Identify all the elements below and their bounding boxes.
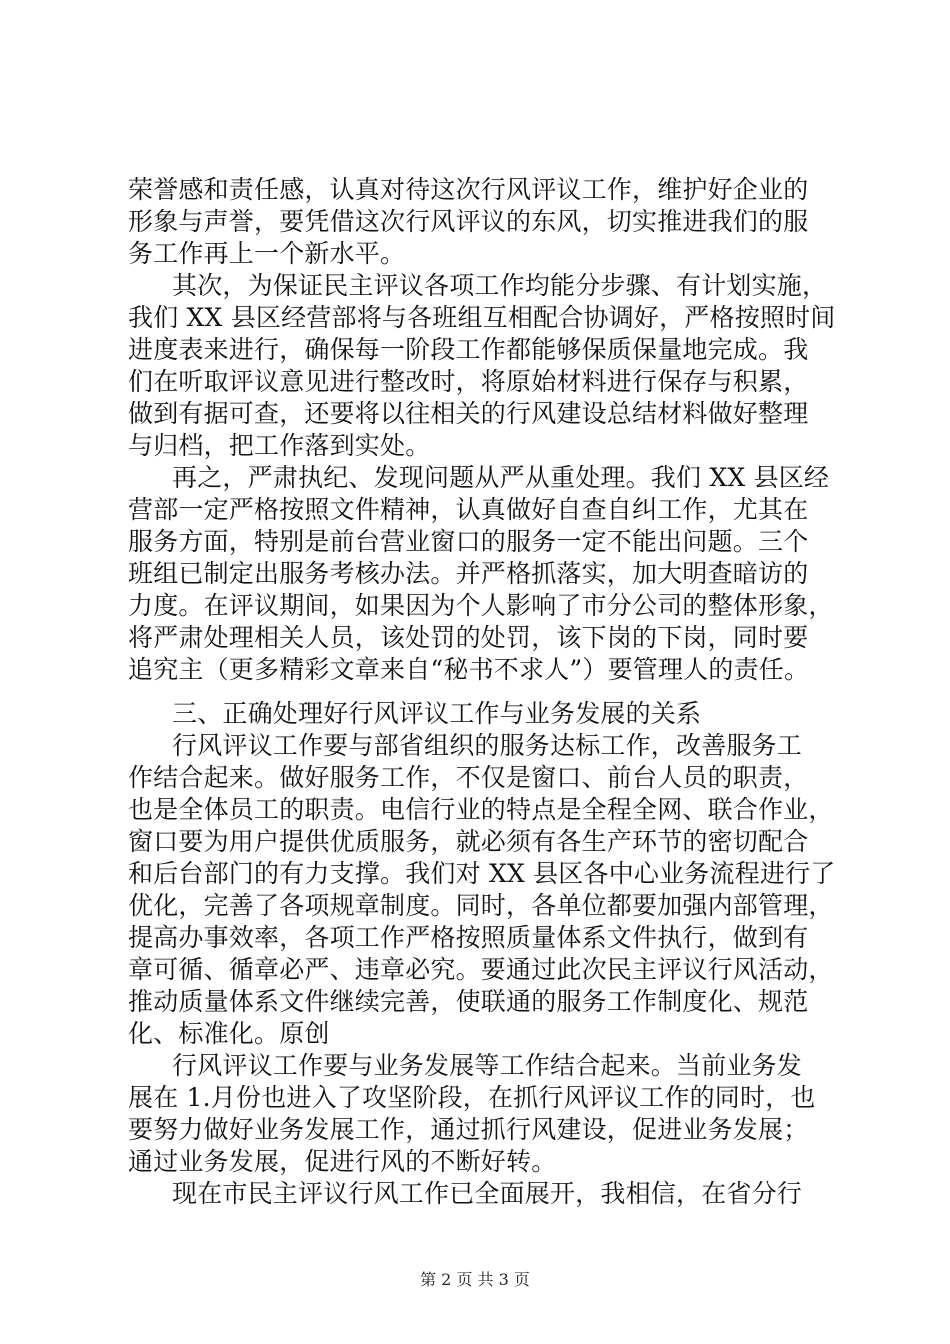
text-line: 推动质量体系文件继续完善，使联通的服务工作制度化、规范 [128,987,809,1016]
text-line: 展在 1.月份也进入了攻坚阶段，在抓行风评议工作的同时，也 [128,1083,816,1112]
text-line: 将严肃处理相关人员，该处罚的处罚，该下岗的下岗，同时要 [128,623,809,652]
text-line: 做到有据可查，还要将以往相关的行风建设总结材料做好整理 [128,399,809,428]
text-line: 也是全体员工的职责。电信行业的特点是全程全网、联合作业， [128,795,834,824]
text-line: 形象与声誉，要凭借这次行风评议的东风，切实推进我们的服 [128,207,809,236]
text-line: 务工作再上一个新水平。 [128,239,406,268]
text-line: 们在听取评议意见进行整改时，将原始材料进行保存与积累， [128,367,809,396]
text-line: 作结合起来。做好服务工作，不仅是窗口、前台人员的职责， [128,763,809,792]
text-line: 提高办事效率，各项工作严格按照质量体系文件执行，做到有 [128,923,809,952]
text-line: 优化，完善了各项规章制度。同时，各单位都要加强内部管理， [128,891,834,920]
text-line: 我们 XX 县区经营部将与各班组互相配合协调好，严格按照时间 [128,303,836,332]
text-line: 班组已制定出服务考核办法。并严格抓落实，加大明查暗访的 [128,559,809,588]
text-line: 通过业务发展，促进行风的不断好转。 [128,1147,557,1176]
text-line: 化、标准化。原创 [128,1019,330,1048]
section-heading: 三、正确处理好行风评议工作与业务发展的关系 [172,699,702,728]
text-line: 和后台部门的有力支撑。我们对 XX 县区各中心业务流程进行了 [128,859,836,888]
text-line: 行风评议工作要与部省组织的服务达标工作，改善服务工 [172,731,803,760]
text-line: 要努力做好业务发展工作，通过抓行风建设，促进业务发展； [128,1115,809,1144]
text-line: 与归档，把工作落到实处。 [128,431,431,460]
text-line: 追究主（更多精彩文章来自“秘书不求人”）要管理人的责任。 [128,655,810,684]
text-line: 服务方面，特别是前台营业窗口的服务一定不能出问题。三个 [128,527,809,556]
page-footer: 第 2 页 共 3 页 [420,1270,530,1289]
text-line: 章可循、循章必严、违章必究。要通过此次民主评议行风活动， [128,955,834,984]
text-line: 窗口要为用户提供优质服务，就必须有各生产环节的密切配合 [128,827,809,856]
text-line: 进度表来进行，确保每一阶段工作都能够保质保量地完成。我 [128,335,809,364]
text-line: 力度。在评议期间，如果因为个人影响了市分公司的整体形象， [128,591,834,620]
text-line: 其次，为保证民主评议各项工作均能分步骤、有计划实施， [172,271,828,300]
text-line: 营部一定严格按照文件精神，认真做好自查自纠工作，尤其在 [128,495,809,524]
text-line: 荣誉感和责任感，认真对待这次行风评议工作，维护好企业的 [128,175,809,204]
text-line: 再之，严肃执纪、发现问题从严从重处理。我们 XX 县区经 [172,463,830,492]
text-line: 现在市民主评议行风工作已全面展开，我相信，在省分行 [172,1179,803,1208]
text-line: 行风评议工作要与业务发展等工作结合起来。当前业务发 [172,1051,803,1080]
